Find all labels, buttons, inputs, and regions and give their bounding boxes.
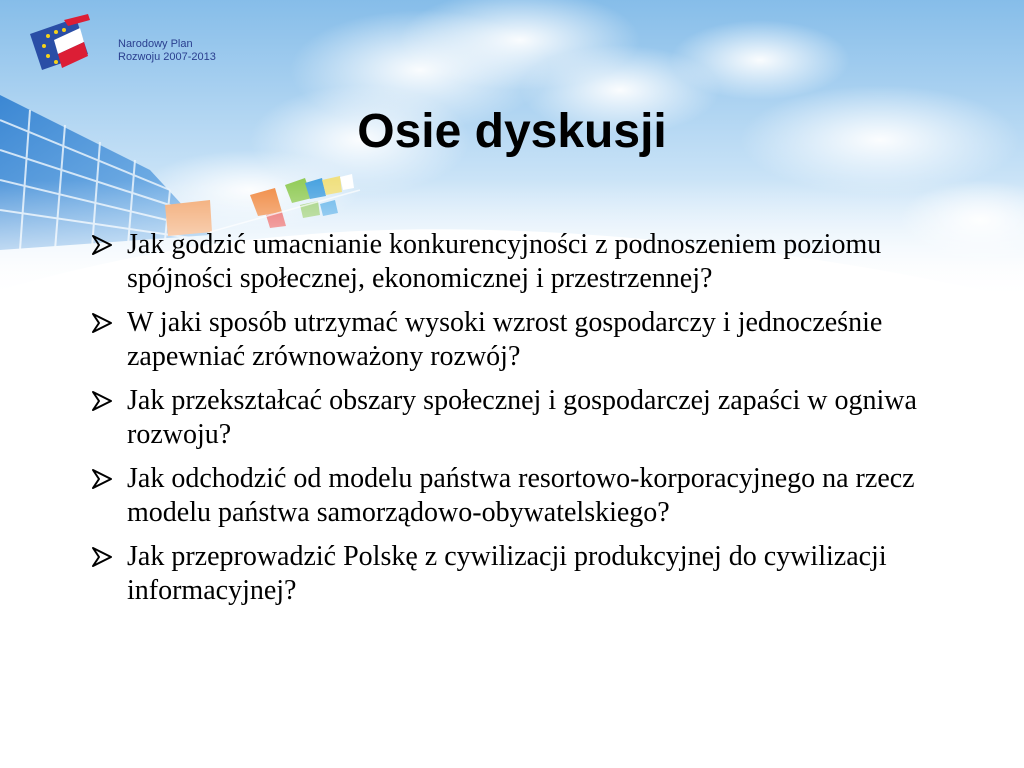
arrowhead-bullet-icon <box>90 386 114 416</box>
logo-line-1: Narodowy Plan <box>118 38 193 50</box>
bullet-item <box>90 384 940 452</box>
arrowhead-bullet-icon <box>90 308 114 338</box>
slide-title: Osie dyskusji <box>357 105 667 158</box>
bullet-text: Jak przeprowadzić Polskę z cywilizacji produkcyjnej do cywilizacji informacyjnej? <box>127 541 887 606</box>
bullet-list <box>90 228 940 618</box>
eu-poland-flag-logo-icon <box>28 14 92 74</box>
bullet-text: Jak godzić umacnianie konkurencyjności z podnoszeniem poziomu spójności społecznej, ekonomicznej i przestrzennej? <box>127 229 882 294</box>
bullet-item <box>90 462 940 530</box>
arrowhead-bullet-icon <box>90 542 114 572</box>
arrowhead-bullet-icon <box>90 464 114 494</box>
bullet-item <box>90 228 940 296</box>
bullet-item <box>90 306 940 374</box>
bullet-text: Jak przekształcać obszary społecznej i gospodarczej zapaści w ogniwa rozwoju? <box>127 385 917 450</box>
narodowy-plan-logo <box>28 14 218 74</box>
bullet-item <box>90 540 940 608</box>
bullet-text: Jak odchodzić od modelu państwa resortowo-korporacyjnego na rzecz modelu państwa samorządowo-obywatelskiego? <box>127 463 915 528</box>
arrowhead-bullet-icon <box>90 230 114 260</box>
logo-line-2: Rozwoju 2007-2013 <box>118 51 216 63</box>
bullet-text: W jaki sposób utrzymać wysoki wzrost gospodarczy i jednocześnie zapewniać zrównoważony rozwój? <box>127 307 883 372</box>
logo-text <box>118 38 216 64</box>
